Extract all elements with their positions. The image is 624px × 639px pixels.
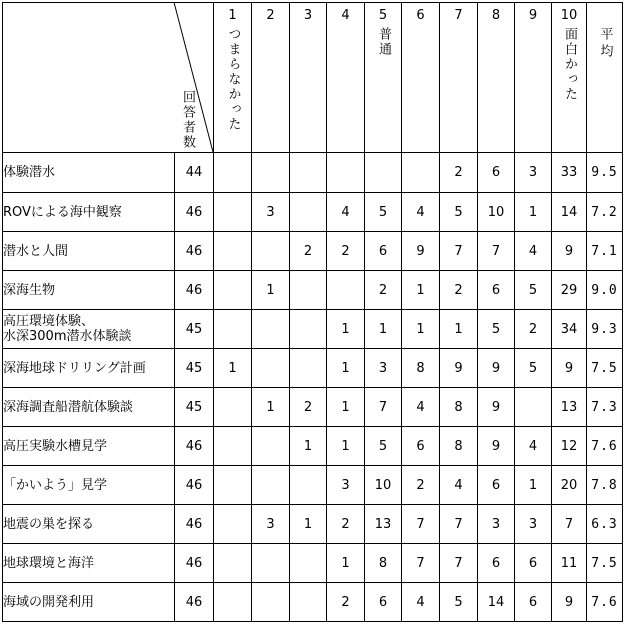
score-count [214, 505, 252, 544]
score-count: 1 [327, 544, 365, 583]
score-count [252, 310, 290, 349]
score-count: 7 [478, 232, 515, 271]
score-count: 1 [327, 349, 365, 388]
score-count [252, 466, 290, 505]
score-count [290, 466, 327, 505]
score-count: 2 [440, 271, 478, 310]
average-score: 7.2 [587, 193, 623, 232]
score-count: 13 [365, 505, 402, 544]
score-count [327, 271, 365, 310]
score-count: 2 [327, 505, 365, 544]
score-count [214, 310, 252, 349]
score-count [252, 153, 290, 193]
score-count: 3 [515, 153, 552, 193]
score-count [252, 427, 290, 466]
table-row [3, 583, 623, 622]
scale-header-9 [515, 3, 552, 153]
score-count: 6 [515, 583, 552, 622]
score-count [290, 349, 327, 388]
program-name: 「かいよう」見学 [3, 466, 175, 505]
program-name: 海域の開発利用 [3, 583, 175, 622]
respondent-count: 45 [175, 310, 214, 349]
score-count: 1 [515, 466, 552, 505]
score-count: 4 [402, 193, 440, 232]
table-row [3, 505, 623, 544]
score-count [214, 466, 252, 505]
score-count: 4 [440, 466, 478, 505]
score-count [252, 232, 290, 271]
table-row [3, 427, 623, 466]
scale-word: つまらなかった [225, 27, 241, 132]
score-count: 2 [365, 271, 402, 310]
score-count: 2 [402, 466, 440, 505]
table-row [3, 153, 623, 193]
score-count: 1 [252, 388, 290, 427]
table-row [3, 232, 623, 271]
score-count: 8 [402, 349, 440, 388]
scale-header-3 [290, 3, 327, 153]
score-count [252, 544, 290, 583]
respondent-count: 46 [175, 232, 214, 271]
score-count [214, 271, 252, 310]
score-count: 14 [552, 193, 587, 232]
score-count: 6 [478, 153, 515, 193]
score-count: 6 [478, 544, 515, 583]
scale-word: 面白かった [562, 27, 577, 102]
score-count: 9 [552, 349, 587, 388]
score-count: 14 [478, 583, 515, 622]
score-count: 5 [515, 349, 552, 388]
score-count: 1 [515, 193, 552, 232]
score-count [327, 153, 365, 193]
score-count: 6 [365, 232, 402, 271]
score-count: 7 [402, 505, 440, 544]
score-count: 10 [365, 466, 402, 505]
scale-number: 8 [491, 8, 501, 23]
average-score: 7.3 [587, 388, 623, 427]
score-count [290, 153, 327, 193]
score-count: 7 [440, 544, 478, 583]
score-count: 5 [365, 193, 402, 232]
corner-header-cell [3, 3, 214, 153]
scale-header-8 [478, 3, 515, 153]
score-count: 6 [478, 466, 515, 505]
scale-header-5 [365, 3, 402, 153]
table-row [3, 466, 623, 505]
score-count: 4 [327, 193, 365, 232]
score-count: 1 [327, 427, 365, 466]
scale-header-2 [252, 3, 290, 153]
respondent-count: 46 [175, 271, 214, 310]
score-count [214, 232, 252, 271]
program-name: 深海生物 [3, 271, 175, 310]
score-count: 3 [515, 505, 552, 544]
table-row [3, 271, 623, 310]
score-count: 5 [440, 193, 478, 232]
score-count: 9 [402, 232, 440, 271]
score-count: 6 [365, 583, 402, 622]
score-count [214, 583, 252, 622]
score-count: 4 [402, 388, 440, 427]
score-count: 2 [327, 583, 365, 622]
score-count: 33 [552, 153, 587, 193]
score-count [290, 583, 327, 622]
scale-header-6 [402, 3, 440, 153]
score-count: 2 [290, 388, 327, 427]
score-count: 8 [440, 388, 478, 427]
average-score: 9.0 [587, 271, 623, 310]
score-count [290, 310, 327, 349]
score-count: 13 [552, 388, 587, 427]
score-count [252, 349, 290, 388]
score-count: 5 [365, 427, 402, 466]
score-count: 2 [290, 232, 327, 271]
average-header [587, 3, 623, 153]
scale-number: 2 [266, 8, 275, 23]
program-name: 深海地球ドリリング計画 [3, 349, 175, 388]
score-count [515, 388, 552, 427]
score-count: 5 [440, 583, 478, 622]
respondent-count: 46 [175, 505, 214, 544]
score-count: 3 [252, 193, 290, 232]
score-count: 1 [290, 427, 327, 466]
respondent-count: 45 [175, 349, 214, 388]
score-count [214, 427, 252, 466]
score-count: 10 [478, 193, 515, 232]
score-count [402, 153, 440, 193]
respondent-count: 46 [175, 427, 214, 466]
score-count: 29 [552, 271, 587, 310]
scale-header-10 [552, 3, 587, 153]
average-score: 7.8 [587, 466, 623, 505]
table-row [3, 310, 623, 349]
score-count: 1 [327, 310, 365, 349]
score-count: 1 [402, 310, 440, 349]
score-count: 1 [327, 388, 365, 427]
score-count: 7 [440, 232, 478, 271]
respondent-count: 46 [175, 544, 214, 583]
average-score: 7.6 [587, 427, 623, 466]
respondent-count: 46 [175, 466, 214, 505]
scale-number: 4 [341, 8, 350, 23]
score-count: 6 [402, 427, 440, 466]
score-count: 1 [290, 505, 327, 544]
score-count: 1 [252, 271, 290, 310]
score-count: 6 [515, 544, 552, 583]
score-count [365, 153, 402, 193]
respondent-count: 46 [175, 193, 214, 232]
score-count: 4 [402, 583, 440, 622]
score-count: 6 [478, 271, 515, 310]
scale-header-1 [214, 3, 252, 153]
score-count: 3 [327, 466, 365, 505]
program-name: 潜水と人間 [3, 232, 175, 271]
program-name: 深海調査船潜航体験談 [3, 388, 175, 427]
survey-table [2, 2, 623, 622]
score-count: 12 [552, 427, 587, 466]
score-count: 9 [440, 349, 478, 388]
score-count [214, 388, 252, 427]
score-count: 7 [552, 505, 587, 544]
score-count [214, 544, 252, 583]
score-count: 2 [440, 153, 478, 193]
score-count: 1 [440, 310, 478, 349]
score-count: 5 [478, 310, 515, 349]
respondent-count: 46 [175, 583, 214, 622]
score-count: 5 [515, 271, 552, 310]
header-row [3, 3, 623, 153]
table-row [3, 388, 623, 427]
table-row [3, 544, 623, 583]
score-count: 3 [365, 349, 402, 388]
scale-word: 普通 [376, 27, 391, 57]
average-header-label: 平均 [597, 27, 613, 61]
score-count: 2 [327, 232, 365, 271]
score-count: 7 [402, 544, 440, 583]
scale-header-4 [327, 3, 365, 153]
scale-number: 10 [560, 8, 578, 23]
table-row [3, 193, 623, 232]
score-count: 7 [440, 505, 478, 544]
score-count: 11 [552, 544, 587, 583]
score-count: 1 [402, 271, 440, 310]
respondent-count: 44 [175, 153, 214, 193]
program-name: 高圧実験水槽見学 [3, 427, 175, 466]
score-count [290, 271, 327, 310]
respondents-header: 回答者数 [180, 90, 195, 150]
score-count [290, 544, 327, 583]
score-count: 3 [478, 505, 515, 544]
score-count: 9 [552, 583, 587, 622]
score-count: 9 [478, 388, 515, 427]
scale-number: 1 [228, 8, 237, 23]
score-count: 9 [478, 427, 515, 466]
score-count: 7 [365, 388, 402, 427]
score-count: 3 [252, 505, 290, 544]
program-name: 地球環境と海洋 [3, 544, 175, 583]
score-count: 9 [478, 349, 515, 388]
scale-header-7 [440, 3, 478, 153]
score-count [252, 583, 290, 622]
program-name: 高圧環境体験、 水深300m潜水体験談 [3, 310, 175, 349]
program-name: 体験潜水 [3, 153, 175, 193]
table-body [3, 153, 623, 622]
average-score: 6.3 [587, 505, 623, 544]
program-name: 地震の巣を探る [3, 505, 175, 544]
program-name: ROVによる海中観察 [3, 193, 175, 232]
average-score: 7.5 [587, 544, 623, 583]
score-count: 8 [440, 427, 478, 466]
score-count [214, 193, 252, 232]
score-count [290, 193, 327, 232]
score-count: 8 [365, 544, 402, 583]
scale-number: 3 [303, 8, 313, 23]
score-count: 9 [552, 232, 587, 271]
score-count [214, 153, 252, 193]
score-count: 20 [552, 466, 587, 505]
table-row [3, 349, 623, 388]
scale-number: 5 [378, 8, 388, 23]
score-count: 1 [214, 349, 252, 388]
respondent-count: 45 [175, 388, 214, 427]
average-score: 7.5 [587, 349, 623, 388]
average-score: 7.1 [587, 232, 623, 271]
average-score: 7.6 [587, 583, 623, 622]
scale-number: 7 [454, 8, 463, 23]
score-count: 1 [365, 310, 402, 349]
average-score: 9.3 [587, 310, 623, 349]
score-count: 4 [515, 232, 552, 271]
score-count: 2 [515, 310, 552, 349]
score-count: 4 [515, 427, 552, 466]
average-score: 9.5 [587, 153, 623, 193]
scale-number: 9 [528, 8, 538, 23]
score-count: 34 [552, 310, 587, 349]
scale-number: 6 [416, 8, 425, 23]
